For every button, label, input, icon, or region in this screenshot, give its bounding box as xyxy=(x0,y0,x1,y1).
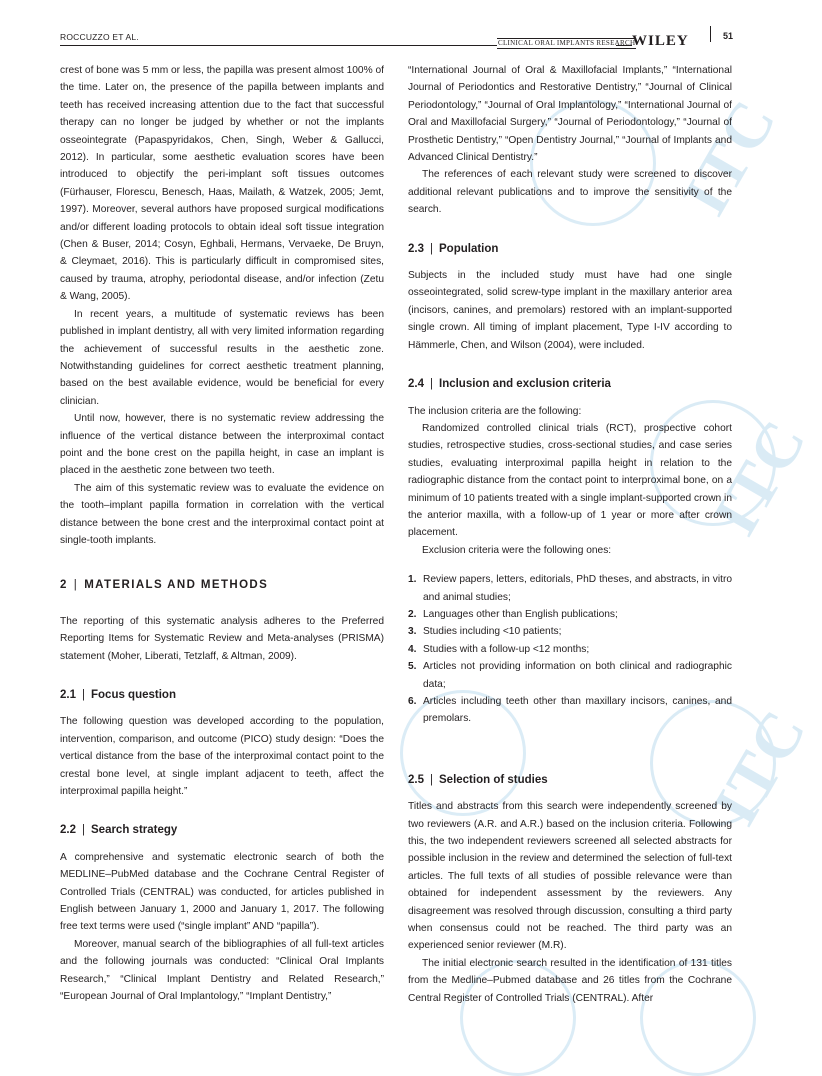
exclusion-list xyxy=(408,571,732,728)
paragraph: Randomized controlled clinical trials (RCT), prospective cohort studies, retrospective studies, cross-sectional studies, and case series studies, evaluating interproximal papilla height in relation to the radiographic distance from the contact point to interproximal bone, on a minimum of 10 patients treated with a single implant-supported crown in the anterior maxilla, with a follow-up of 1 year or more after crown placement. xyxy=(408,422,732,539)
paragraph: “International Journal of Oral & Maxillofacial Implants,” “International Journal of Periodontics and Restorative Dentistry,” “Journal of Clinical Periodontology,” “Journal of Oral Implantology,” “International Journal of Oral and Maxillofacial Surgery,” “Journal of Periodontology,” “Journal of Prosthetic Dentistry,” “Open Dentistry Journal,” “Journal of Implants and Advanced Clinical Dentistry.” xyxy=(408,65,732,164)
list-text: Articles not providing information on both clinical and radiographic data; xyxy=(423,661,732,690)
right-column xyxy=(408,62,732,1007)
watermark-text: ITC xyxy=(698,697,821,837)
section-heading xyxy=(60,577,384,594)
subsection-title: Search strategy xyxy=(91,824,178,837)
subsection-heading xyxy=(408,241,732,258)
paragraph: The following question was developed according to the population, intervention, comparison, and outcome (PICO) study design: “Does the vertical distance from the base of the interproximal contact point to the crestal bone level, at single implant adjacent to teeth, affect the interproximal papilla height.” xyxy=(60,716,384,798)
paragraph: Titles and abstracts from this search were independently screened by two reviewers (A.R. and A.R.) based on the inclusion criteria. Following this, the two independent reviewers screened all selected abstracts for possible inclusion in the review and determined the selection of full-text articles. The full texts of all studies of possible relevance were than obtained for independent assessment by the reviewers. Any disagreement was resolved through discussion, consulting a third party when consensus could not be reached. The third party was an experienced senior reviewer (M.R). xyxy=(408,801,732,952)
paragraph: The inclusion criteria are the following: xyxy=(408,405,582,417)
list-number: 6. xyxy=(408,696,417,707)
paragraph: The aim of this systematic review was to evaluate the evidence on the tooth–implant papilla formation in correlation with the vertical distance between the bone crest and the interproximal contact point at single-tooth implants. xyxy=(60,482,384,546)
list-text: Articles including teeth other than maxillary incisors, canines, and premolars. xyxy=(423,696,732,725)
running-author: ROCCUZZO ET AL. xyxy=(60,32,139,42)
running-header xyxy=(60,28,733,48)
list-item xyxy=(408,606,732,623)
list-item xyxy=(408,658,732,693)
publisher-logo: WILEY xyxy=(632,33,689,49)
subsection-number: 2.4 xyxy=(408,378,424,391)
paragraph: In recent years, a multitude of systematic reviews has been published in implant dentistry, all with very limited information regarding the achievement of successful results in the aesthetic zone. Notwithstanding guidelines for correct aesthetic treatment planning, based on the best available evidence, would be beneficial for every clinician. xyxy=(60,308,384,407)
subsection-heading xyxy=(408,376,732,393)
list-text: Studies including <10 patients; xyxy=(423,626,562,638)
list-number: 3. xyxy=(408,626,417,638)
left-column xyxy=(60,62,384,1006)
subsection-heading xyxy=(60,687,384,704)
paragraph: A comprehensive and systematic electronic search of both the MEDLINE–PubMed database and the Cochrane Central Register of Controlled Trials (CENTRAL) was conducted, for articles published in English between January 1, 2000 and January 1, 2017. The following free text terms were used (“single implant” AND “papilla”). xyxy=(60,851,384,933)
paragraph: Until now, however, there is no systematic review addressing the influence of the vertical distance between the interproximal contact point and the bone crest on the papilla height, in case an implant is placed in the aesthetic zone between two teeth. xyxy=(60,413,384,477)
section-number: 2 xyxy=(60,579,68,592)
list-item xyxy=(408,623,732,640)
heading-separator: | xyxy=(430,378,433,391)
heading-separator: | xyxy=(430,773,433,786)
paragraph: Subjects in the included study must have had one single osseointegrated, solid screw-type implant in the maxillary anterior area (incisors, canines, and premolars) restored with an implant-supported single crown. All timing of implant placement, Type I-IV according to Hämmerle, Chen, and Wilson (2004), were included. xyxy=(408,270,732,351)
watermark-text: ITC xyxy=(668,87,791,227)
list-number: 4. xyxy=(408,643,417,655)
list-number: 5. xyxy=(408,661,417,673)
subsection-number: 2.3 xyxy=(408,242,424,255)
subsection-number: 2.1 xyxy=(60,689,76,701)
heading-separator: | xyxy=(82,824,85,837)
subsection-heading xyxy=(408,772,732,789)
watermark-text: ITC xyxy=(698,407,821,547)
subsection-title: Inclusion and exclusion criteria xyxy=(439,378,611,391)
header-rule xyxy=(616,45,632,46)
list-item xyxy=(408,641,732,658)
list-text: Studies with a follow-up <12 months; xyxy=(423,643,590,655)
subsection-title: Population xyxy=(439,242,499,255)
section-title: MATERIALS AND METHODS xyxy=(84,579,269,592)
paragraph: Exclusion criteria were the following ones: xyxy=(422,544,612,556)
heading-separator: | xyxy=(430,242,433,255)
paragraph: Moreover, manual search of the bibliographies of all full-text articles and the following journals was conducted: “Clinical Oral Implants Research,” “Clinical Implant Dentistry and Related Research,” “European Journal of Oral Implantology,” “Implant Dentistry,” xyxy=(60,938,384,1003)
header-divider xyxy=(710,26,711,42)
list-text: Review papers, letters, editorials, PhD theses, and abstracts, in vitro and animal studies; xyxy=(423,574,732,603)
subsection-number: 2.2 xyxy=(60,824,76,837)
list-number: 2. xyxy=(408,608,417,620)
list-text: Languages other than English publications; xyxy=(423,608,618,620)
subsection-number: 2.5 xyxy=(408,773,424,786)
paragraph: crest of bone was 5 mm or less, the papilla was present almost 100% of the time. Later on, the presence of the papilla between implants and teeth has received increasing attention due to the fact that successful therapy can no longer be judged by whether or not the implants osseointegrate (Papaspyridakos, Chen, Singh, Weber & Gallucci, 2012). In particular, some aesthetic evaluation scores have been introduced to objectify the peri-implant soft tissues outcomes (Fürhauser, Florescu, Benesch, Haas, Mailath, & Watzek, 2005; Jemt, 1997). Moreover, several authors have proposed surgical modifications and/or different loading protocols to obtain ideal soft tissue integration (Chen & Buser, 2014; Cosyn, Eghbali, Hermans, Vervaeke, De Bruyn, & Cleymaet, 2016). This is particularly difficult in compromised sites, caused by trauma, atrophy, periodontal disease, and/or infection (Zetu & Wang, 2005). xyxy=(60,65,384,303)
heading-separator: | xyxy=(82,689,85,701)
paragraph: The reporting of this systematic analysis adheres to the Preferred Reporting Items for Systematic Review and Meta-analyses (PRISMA) statement (Moher, Liberati, Tetzlaff, & Altman, 2009). xyxy=(60,615,384,662)
heading-separator: | xyxy=(73,579,79,592)
subsection-title: Focus question xyxy=(91,689,176,701)
page-number: 51 xyxy=(722,31,733,41)
subsection-heading xyxy=(60,822,384,839)
paragraph: The initial electronic search resulted in the identification of 131 titles from the Medline–Pubmed database and 26 titles from the Cochrane Central Register of Controlled Trials (CENTRAL). After xyxy=(408,957,732,1004)
subsection-title: Selection of studies xyxy=(439,773,548,786)
list-item xyxy=(408,693,732,728)
list-number: 1. xyxy=(408,574,417,586)
list-item xyxy=(408,571,732,606)
header-rule xyxy=(60,45,497,46)
paragraph: The references of each relevant study were screened to discover additional relevant publications and to improve the sensitivity of the search. xyxy=(408,169,732,216)
journal-name: CLINICAL ORAL IMPLANTS RESEARCH xyxy=(498,39,636,47)
